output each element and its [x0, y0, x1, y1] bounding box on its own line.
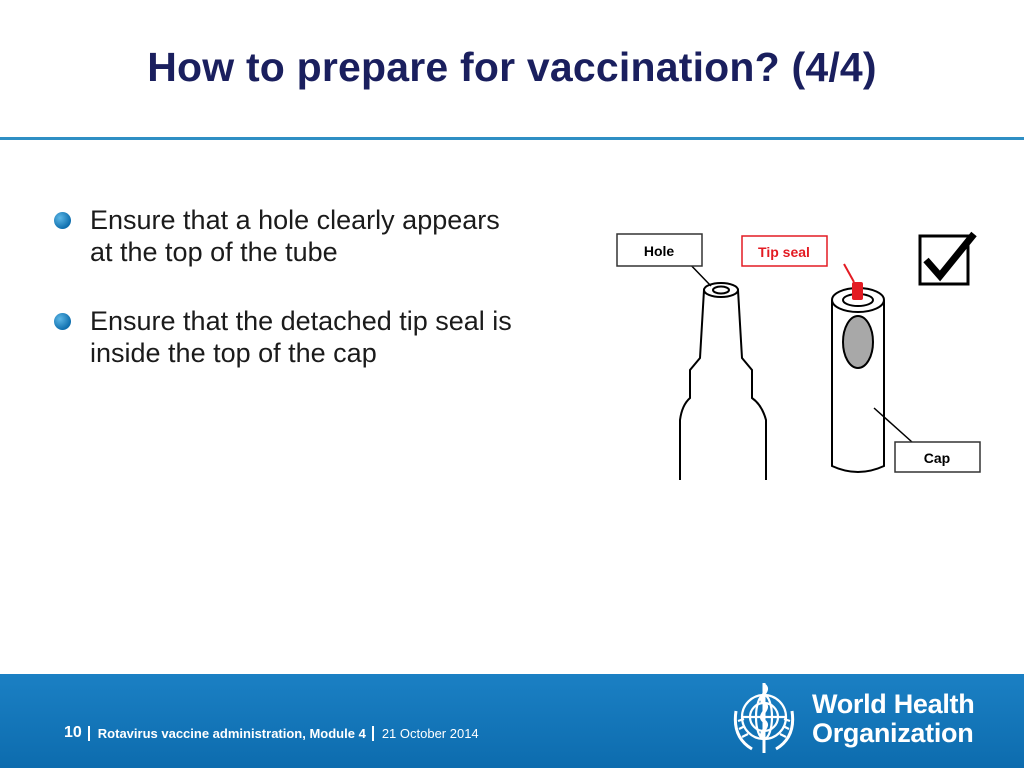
title-divider	[0, 137, 1024, 140]
bullet-dot-icon	[54, 313, 71, 330]
bullet-item	[54, 305, 514, 370]
tip-seal-label: Tip seal	[758, 244, 810, 260]
who-emblem-icon	[720, 677, 808, 765]
checkbox-checked-icon	[920, 234, 974, 284]
tube-and-cap-illustration	[612, 230, 984, 480]
footer-separator	[372, 726, 374, 741]
who-wordmark	[812, 690, 974, 748]
footer-info	[64, 724, 479, 742]
cap-drawing	[832, 288, 884, 472]
slide-title: How to prepare for vaccination? (4/4)	[147, 44, 877, 90]
who-wordmark-line1: World Health	[812, 689, 975, 719]
bullet-list	[54, 204, 514, 406]
tip-seal-label-box	[742, 236, 827, 266]
footer-separator	[88, 726, 90, 741]
who-wordmark-line2: Organization	[812, 718, 974, 748]
module-title: Rotavirus vaccine administration, Module 4	[97, 725, 366, 741]
page-number: 10	[64, 724, 82, 741]
hole-label-box	[617, 234, 702, 266]
presentation-date: 21 October 2014	[381, 725, 479, 741]
cap-label-box	[895, 442, 980, 472]
tube-drawing	[680, 283, 766, 480]
bullet-dot-icon	[54, 212, 71, 229]
bullet-item	[54, 204, 514, 269]
hole-label: Hole	[643, 243, 675, 259]
bullet-text: Ensure that the detached tip seal is inside the top of the cap	[90, 305, 512, 369]
cap-label: Cap	[923, 450, 951, 466]
bullet-text: Ensure that a hole clearly appears at the top of the tube	[90, 205, 500, 268]
